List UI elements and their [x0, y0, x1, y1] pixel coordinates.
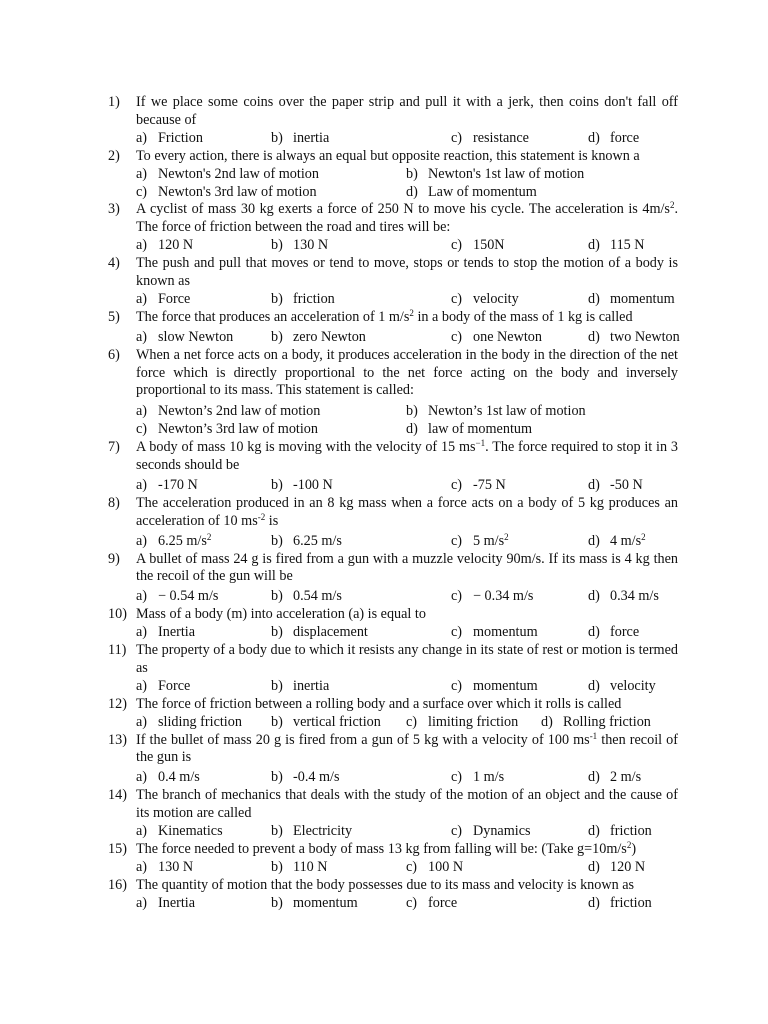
superscript: -2: [257, 511, 266, 522]
question-number: 6): [108, 346, 120, 363]
option-c[interactable]: [451, 823, 531, 841]
question-3: [108, 201, 678, 255]
option-d[interactable]: [406, 184, 537, 202]
option-text: friction: [610, 823, 652, 840]
question-text: The push and pull that moves or tend to move, stops or tends to stop the motion of a body is known as: [136, 255, 678, 289]
option-c[interactable]: [451, 769, 504, 787]
option-a[interactable]: [136, 166, 319, 184]
superscript: 2: [626, 839, 632, 850]
question-number: 12): [108, 695, 127, 712]
option-text: law of momentum: [428, 421, 533, 438]
options-row: [136, 477, 678, 495]
option-d[interactable]: [588, 291, 675, 309]
option-letter: d): [588, 532, 600, 549]
option-b[interactable]: [271, 477, 333, 495]
option-text: friction: [293, 290, 335, 307]
option-d[interactable]: [588, 329, 680, 347]
option-b[interactable]: [271, 859, 328, 877]
question-text: The force of friction between a rolling body and a surface over which it rolls is called: [136, 695, 622, 712]
option-text: 0.4 m/s: [158, 769, 200, 786]
option-letter: d): [588, 894, 600, 911]
question-text: The property of a body due to which it resists any change in its state of rest or motion is termed as: [136, 642, 678, 676]
question-text-part: ): [631, 840, 637, 857]
option-letter: c): [136, 421, 148, 438]
options-row: [136, 823, 678, 841]
superscript: -1: [589, 730, 598, 741]
option-a[interactable]: [136, 859, 193, 877]
question-number: 16): [108, 876, 127, 893]
options-row: [136, 533, 678, 551]
option-letter: d): [588, 328, 600, 345]
option-b[interactable]: [271, 823, 352, 841]
option-text: 2 m/s: [610, 769, 642, 786]
option-b[interactable]: [271, 130, 329, 148]
question-text-part: The force needed to prevent a body of mass 13 kg from falling will be: (Take g=10m/s: [136, 840, 627, 857]
option-letter: a): [136, 532, 148, 549]
option-text: two Newton: [610, 328, 680, 345]
options-row: [136, 421, 678, 439]
option-c[interactable]: [451, 329, 542, 347]
option-text: velocity: [473, 290, 519, 307]
superscript: −1: [475, 438, 486, 449]
option-letter: c): [406, 894, 418, 911]
option-letter: b): [271, 823, 283, 840]
option-text: 5 m/s: [473, 532, 505, 549]
question-text: The branch of mechanics that deals with the study of the motion of an object and the cause of its motion are called: [136, 787, 678, 822]
option-text: limiting friction: [428, 713, 519, 730]
option-letter: a): [136, 290, 148, 307]
option-text: 100 N: [428, 858, 464, 875]
options-row: [136, 403, 678, 421]
option-letter: b): [271, 532, 283, 549]
option-letter: b): [271, 677, 283, 694]
question-number: 11): [108, 642, 127, 658]
option-letter: d): [588, 588, 600, 605]
option-letter: d): [406, 421, 418, 438]
option-letter: d): [588, 476, 600, 493]
option-text: 6.25 m/s: [158, 532, 207, 549]
option-a[interactable]: [136, 823, 223, 841]
option-text: Electricity: [293, 823, 353, 840]
option-letter: b): [271, 237, 283, 254]
option-a[interactable]: [136, 403, 320, 421]
question-number: 2): [108, 147, 120, 164]
option-text: inertia: [293, 677, 330, 694]
question-text: Mass of a body (m) into acceleration (a) is equal to: [136, 606, 426, 623]
question-12: [108, 696, 678, 732]
option-letter: c): [406, 713, 418, 730]
option-c[interactable]: [451, 237, 505, 255]
option-letter: d): [588, 237, 600, 254]
option-c[interactable]: [451, 533, 509, 551]
option-a[interactable]: [136, 533, 211, 551]
option-b[interactable]: [271, 769, 340, 787]
option-letter: b): [271, 769, 283, 786]
option-b[interactable]: [271, 895, 358, 913]
option-text: vertical friction: [293, 713, 381, 730]
option-letter: a): [136, 129, 148, 146]
option-letter: d): [588, 129, 600, 146]
options-row: [136, 329, 678, 347]
option-d[interactable]: [406, 421, 532, 439]
option-a[interactable]: [136, 895, 195, 913]
option-d[interactable]: [588, 477, 643, 495]
question-number: 9): [108, 550, 120, 567]
option-letter: c): [451, 624, 463, 641]
option-c[interactable]: [451, 678, 538, 696]
option-text: 120 N: [610, 858, 646, 875]
question-text-part: The acceleration produced in an 8 kg mass when a force acts on a body of 5 kg produces an acceleration of 10 ms: [136, 494, 678, 529]
option-d[interactable]: [588, 588, 659, 606]
option-text: momentum: [610, 290, 675, 307]
option-letter: c): [451, 532, 463, 549]
option-c[interactable]: [451, 624, 538, 642]
option-b[interactable]: [271, 588, 342, 606]
option-letter: b): [271, 858, 283, 875]
option-text: -75 N: [473, 476, 506, 493]
option-text: Rolling friction: [563, 713, 651, 730]
option-text: velocity: [610, 677, 656, 694]
option-letter: b): [406, 165, 418, 182]
option-a[interactable]: [136, 624, 195, 642]
option-text: − 0.34 m/s: [473, 588, 534, 605]
option-text: 0.54 m/s: [293, 588, 342, 605]
option-b[interactable]: [406, 403, 586, 421]
option-a[interactable]: [136, 130, 203, 148]
option-text: momentum: [473, 677, 538, 694]
option-text: zero Newton: [293, 328, 366, 345]
option-letter: c): [451, 823, 463, 840]
option-b[interactable]: [271, 237, 328, 255]
option-letter: b): [271, 290, 283, 307]
option-a[interactable]: [136, 477, 198, 495]
option-d[interactable]: [588, 237, 645, 255]
option-text: Inertia: [158, 894, 196, 911]
question-text: If we place some coins over the paper strip and pull it with a jerk, then coins don't fall off because of: [136, 94, 678, 128]
superscript: 2: [669, 200, 675, 211]
option-text: force: [610, 624, 640, 641]
option-a[interactable]: [136, 588, 218, 606]
options-row: [136, 130, 678, 148]
option-b[interactable]: [271, 714, 381, 732]
option-letter: b): [406, 403, 418, 420]
option-letter: b): [271, 713, 283, 730]
option-letter: d): [541, 713, 553, 730]
option-text: Law of momentum: [428, 183, 537, 200]
question-1: [108, 94, 678, 148]
option-letter: d): [588, 290, 600, 307]
option-letter: a): [136, 624, 148, 641]
question-text-part: . The force required to stop it in 3 seconds should be: [136, 439, 678, 473]
question-number: 1): [108, 94, 120, 110]
options-row: [136, 714, 678, 732]
question-text: The quantity of motion that the body possesses due to its mass and velocity is known as: [136, 876, 635, 893]
options-row: [136, 859, 678, 877]
option-text: slow Newton: [158, 328, 234, 345]
option-c[interactable]: [136, 184, 317, 202]
option-letter: d): [588, 769, 600, 786]
option-a[interactable]: [136, 237, 193, 255]
question-text: [136, 841, 678, 859]
option-letter: c): [451, 290, 463, 307]
question-text-part: in a body of the mass of 1 kg is called: [413, 308, 633, 325]
question-5: [108, 309, 678, 347]
question-text-part: then recoil of the gun is: [136, 731, 678, 766]
option-letter: c): [451, 237, 463, 254]
option-text: 110 N: [293, 858, 328, 875]
question-text-part: The force that produces an acceleration of 1 m/s: [136, 308, 410, 325]
option-letter: d): [588, 823, 600, 840]
option-text: Newton’s 1st law of motion: [428, 403, 586, 420]
option-c[interactable]: [451, 588, 533, 606]
option-letter: a): [136, 677, 148, 694]
question-text: To every action, there is always an equal but opposite reaction, this statement is known a: [136, 147, 640, 164]
option-letter: c): [406, 858, 418, 875]
option-text: Inertia: [158, 624, 196, 641]
option-letter: c): [451, 476, 463, 493]
question-15: [108, 841, 678, 877]
question-text: [136, 439, 678, 475]
option-text: 1 m/s: [473, 769, 505, 786]
option-d[interactable]: [588, 859, 645, 877]
option-text: Newton’s 2nd law of motion: [158, 403, 321, 420]
option-text: Kinematics: [158, 823, 223, 840]
option-d[interactable]: [588, 678, 656, 696]
question-text: [136, 201, 678, 237]
option-letter: a): [136, 403, 148, 420]
question-number: 8): [108, 494, 120, 511]
option-text: -170 N: [158, 476, 198, 493]
option-b[interactable]: [406, 166, 584, 184]
option-text: -0.4 m/s: [293, 769, 340, 786]
option-text: force: [428, 894, 458, 911]
options-row: [136, 678, 678, 696]
option-d[interactable]: [588, 823, 652, 841]
option-letter: d): [406, 183, 418, 200]
option-d[interactable]: [588, 895, 652, 913]
option-text: 130 N: [158, 858, 194, 875]
option-b[interactable]: [271, 678, 329, 696]
option-text: momentum: [293, 894, 358, 911]
option-letter: a): [136, 894, 148, 911]
option-b[interactable]: [271, 624, 368, 642]
question-10: [108, 606, 678, 642]
option-text: -50 N: [610, 476, 643, 493]
option-letter: b): [271, 894, 283, 911]
option-text: force: [610, 129, 640, 146]
options-row: [136, 166, 678, 184]
question-text: [136, 495, 678, 531]
option-letter: a): [136, 476, 148, 493]
option-letter: d): [588, 624, 600, 641]
option-text: resistance: [473, 129, 529, 146]
question-2: [108, 148, 678, 202]
option-text: − 0.54 m/s: [158, 588, 219, 605]
question-number: 13): [108, 731, 127, 748]
option-text: one Newton: [473, 328, 542, 345]
option-text: 4 m/s: [610, 532, 642, 549]
option-letter: b): [271, 328, 283, 345]
option-letter: c): [451, 129, 463, 146]
question-text-part: is: [265, 512, 279, 529]
question-text: [136, 309, 678, 327]
option-letter: b): [271, 129, 283, 146]
options-row: [136, 237, 678, 255]
option-letter: a): [136, 858, 148, 875]
question-9: [108, 551, 678, 607]
option-letter: b): [271, 476, 283, 493]
question-text: A bullet of mass 24 g is fired from a gun with a muzzle velocity 90m/s. If its mass is 4 kg then the recoil of the gun will be: [136, 550, 678, 585]
question-8: [108, 495, 678, 551]
option-text: Newton's 2nd law of motion: [158, 165, 319, 182]
options-row: [136, 895, 678, 913]
option-d[interactable]: [588, 624, 639, 642]
options-row: [136, 291, 678, 309]
question-number: 10): [108, 606, 127, 623]
option-text: 6.25 m/s: [293, 532, 342, 549]
option-text: momentum: [473, 624, 538, 641]
option-a[interactable]: [136, 291, 190, 309]
option-c[interactable]: [406, 714, 518, 732]
option-a[interactable]: [136, 329, 233, 347]
option-letter: c): [451, 769, 463, 786]
option-c[interactable]: [406, 895, 457, 913]
question-text: [136, 732, 678, 768]
option-a[interactable]: [136, 714, 242, 732]
option-letter: a): [136, 769, 148, 786]
option-letter: a): [136, 823, 148, 840]
option-letter: a): [136, 165, 148, 182]
options-row: [136, 184, 678, 202]
superscript: 2: [641, 531, 646, 542]
options-row: [136, 769, 678, 787]
option-d[interactable]: [588, 130, 639, 148]
question-11: [108, 642, 678, 696]
option-text: friction: [610, 894, 652, 911]
option-text: -100 N: [293, 476, 333, 493]
option-letter: b): [271, 624, 283, 641]
option-text: 150N: [473, 237, 505, 254]
option-text: Force: [158, 290, 191, 307]
option-letter: c): [451, 588, 463, 605]
question-text-part: If the bullet of mass 20 g is fired from a gun of 5 kg with a velocity of 100 ms: [136, 731, 590, 748]
option-text: Newton's 1st law of motion: [428, 165, 585, 182]
superscript: 2: [409, 307, 414, 318]
question-text-part: A body of mass 10 kg is moving with the velocity of 15 ms: [136, 439, 476, 456]
option-text: Dynamics: [473, 823, 531, 840]
option-text: Force: [158, 677, 191, 694]
option-b[interactable]: [271, 291, 335, 309]
question-number: 15): [108, 840, 127, 857]
option-letter: a): [136, 713, 148, 730]
option-letter: a): [136, 328, 148, 345]
option-letter: c): [451, 328, 463, 345]
option-d[interactable]: [541, 714, 651, 732]
question-list: [108, 94, 678, 913]
option-text: Newton's 3rd law of motion: [158, 183, 317, 200]
question-7: [108, 439, 678, 495]
option-d[interactable]: [588, 533, 646, 551]
question-text-part: . The force of friction between the road and tires will be:: [136, 201, 678, 236]
option-c[interactable]: [451, 291, 519, 309]
option-letter: a): [136, 588, 148, 605]
option-b[interactable]: [271, 533, 342, 551]
option-c[interactable]: [451, 477, 506, 495]
option-text: Friction: [158, 129, 203, 146]
question-4: [108, 255, 678, 309]
option-text: 130 N: [293, 237, 329, 254]
question-number: 3): [108, 201, 120, 218]
option-b[interactable]: [271, 329, 366, 347]
question-number: 14): [108, 787, 127, 804]
option-text: 120 N: [158, 237, 194, 254]
options-row: [136, 588, 678, 606]
options-row: [136, 624, 678, 642]
option-c[interactable]: [406, 859, 463, 877]
superscript: 2: [206, 531, 212, 542]
option-text: Newton’s 3rd law of motion: [158, 421, 318, 438]
question-14: [108, 787, 678, 841]
question-number: 7): [108, 439, 120, 456]
option-text: 0.34 m/s: [610, 588, 659, 605]
option-a[interactable]: [136, 678, 190, 696]
option-c[interactable]: [136, 421, 318, 439]
option-letter: a): [136, 237, 148, 254]
question-number: 5): [108, 308, 120, 325]
option-a[interactable]: [136, 769, 200, 787]
option-letter: c): [451, 677, 463, 694]
question-text: When a net force acts on a body, it produces acceleration in the body in the direction of the net force which is directly proportional to the net force acting on the body and inversely proportional to its mass. This statement is called:: [136, 346, 678, 399]
option-letter: d): [588, 858, 600, 875]
option-text: inertia: [293, 129, 330, 146]
option-d[interactable]: [588, 769, 641, 787]
option-letter: b): [271, 588, 283, 605]
question-13: [108, 732, 678, 788]
option-text: 115 N: [610, 237, 645, 254]
question-6: [108, 347, 678, 440]
option-letter: c): [136, 183, 148, 200]
option-c[interactable]: [451, 130, 529, 148]
question-16: [108, 877, 678, 913]
question-number: 4): [108, 255, 120, 272]
superscript: 2: [504, 531, 509, 542]
question-text-part: A cyclist of mass 30 kg exerts a force of 250 N to move his cycle. The acceleration is 4m/s: [136, 201, 670, 218]
option-text: displacement: [293, 624, 368, 641]
option-text: sliding friction: [158, 713, 242, 730]
option-letter: d): [588, 677, 600, 694]
